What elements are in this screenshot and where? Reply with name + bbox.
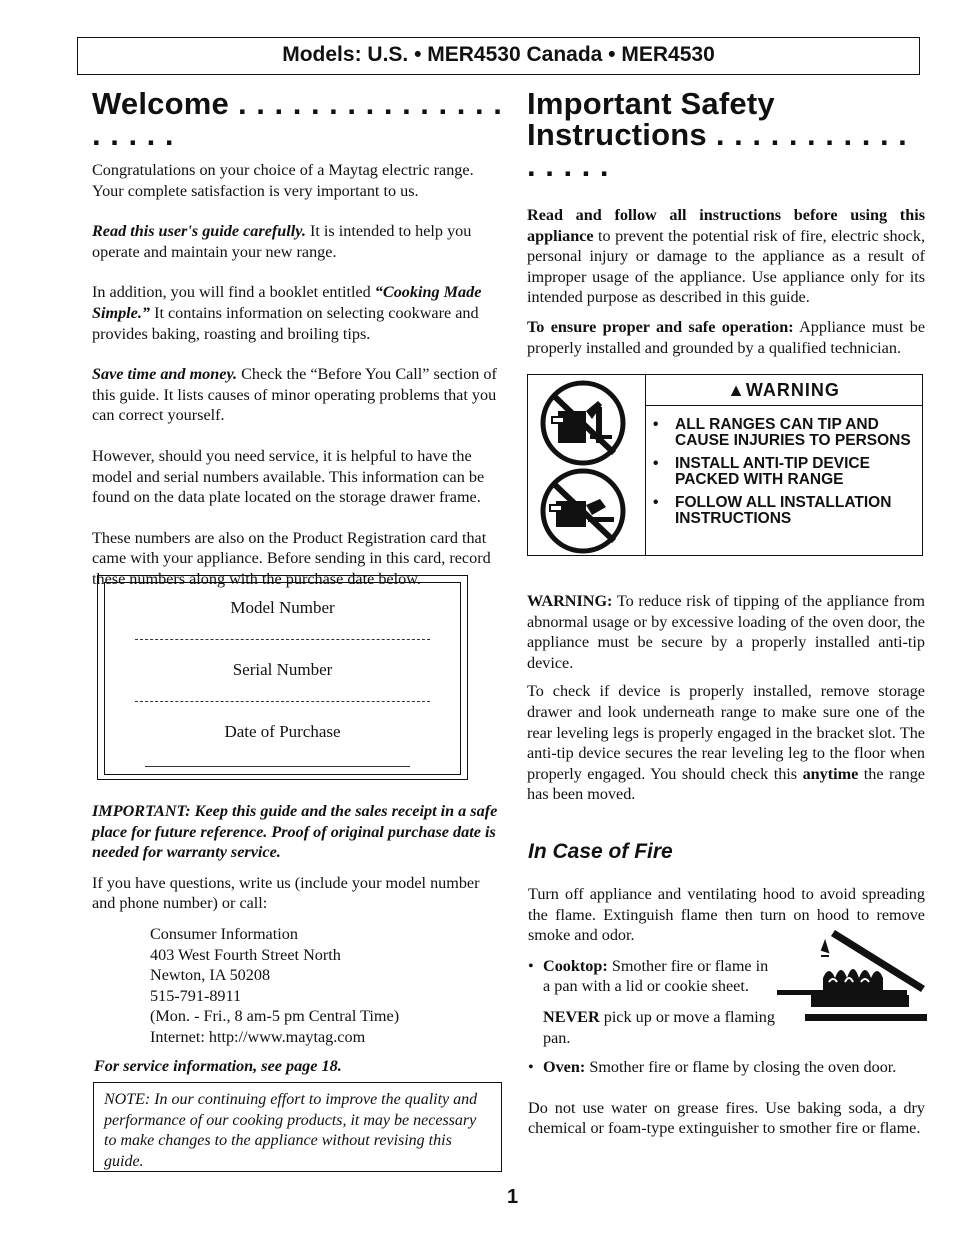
p3-booklet-title: “Cooking Made Simple.”: [92, 283, 482, 322]
oven-bullet: [528, 1057, 925, 1078]
address-line-1: Consumer Information: [150, 924, 298, 943]
warning-box: [527, 374, 923, 556]
no-climbing-on-door-icon: [528, 375, 645, 557]
welcome-paragraph-5: However, should you need service, it is helpful to have the model and serial numbers available. This information can be found on the data plate located on the storage drawer frame.: [92, 446, 485, 507]
address-block: [150, 924, 505, 1048]
p2-lead: Read this user's guide carefully.: [92, 222, 306, 241]
check-b: the range has been moved.: [527, 764, 925, 804]
warning-item: • ALL RANGES CAN TIP AND CAUSE INJURIES TO PERSONS: [653, 417, 914, 449]
never-lead: NEVER: [543, 1007, 600, 1026]
safety-heading: [527, 88, 925, 181]
welcome-heading: [92, 88, 505, 150]
welcome-paragraph-1: Congratulations on your choice of a Maytag electric range. Your complete satisfaction is very important to us.: [92, 161, 474, 200]
note-box: [93, 1082, 502, 1172]
anti-tip-check-paragraph: [527, 681, 925, 805]
warning-title: [645, 375, 922, 406]
check-anytime: anytime: [802, 764, 859, 783]
right-lower-text: [527, 591, 925, 805]
fire-intro: Turn off appliance and ventilating hood to avoid spreading the flame. Extinguish flame then turn on hood to remove smoke and odor.: [528, 885, 925, 945]
address-line-5: (Mon. - Fri., 8 am-5 pm Central Time): [150, 1007, 400, 1026]
safety-p1-text: to prevent the potential risk of fire, electric shock, personal injury or damage to the appliance as a result of improper usage of the appliance. Use appliance only for its intended purpose as described in this guide.: [527, 226, 925, 307]
note-text: NOTE: In our continuing effort to improve the quality and performance of our cooking products, it may be necessary to make changes to the appliance without revising this guide.: [104, 1091, 478, 1170]
address-line-3: Newton, IA 50208: [150, 966, 271, 985]
address-line-4: 515-791-8911: [150, 986, 242, 1005]
welcome-paragraph-4: [92, 364, 505, 426]
registration-box: [97, 575, 468, 780]
tip-warning-lead: WARNING:: [527, 592, 613, 610]
left-column: [92, 88, 505, 590]
registration-inner-frame: [104, 582, 461, 775]
p2-text: It is intended to help you operate and maintain your new range.: [92, 222, 472, 261]
grease-fire-note: Do not use water on grease fires. Use baking soda, a dry chemical or foam-type extinguisher to smother fire or flame.: [528, 1098, 925, 1138]
date-of-purchase-label: Date of Purchase: [224, 722, 341, 741]
service-info: For service information, see page 18.: [94, 1056, 342, 1075]
left-lower-text: [92, 801, 505, 1076]
p4-text: Check the “Before You Call” section of this guide. It lists causes of minor operating problems that you can correct yourself.: [92, 365, 497, 425]
address-line-2: 403 West Fourth Street North: [150, 945, 341, 964]
date-of-purchase-line: [145, 766, 410, 767]
cooktop-lead: Cooktop:: [543, 956, 608, 975]
p3-a: In addition, you will find a booklet entitled: [92, 283, 375, 302]
right-column: [527, 88, 925, 358]
welcome-paragraph-3: [92, 282, 505, 344]
p4-lead: Save time and money.: [92, 365, 238, 384]
models-header: [77, 37, 920, 75]
tip-warning-paragraph: [527, 591, 925, 673]
welcome-paragraph-6: These numbers are also on the Product Registration card that came with your appliance. Before sending in this card, record these numbers along with the purchase date below.: [92, 528, 491, 588]
model-number-line: [135, 639, 430, 640]
warning-icons-panel: [528, 375, 646, 555]
warning-item: • FOLLOW ALL INSTALLATION INSTRUCTIONS: [653, 495, 914, 527]
warning-list: [653, 417, 914, 534]
safety-paragraph-1: [527, 205, 925, 308]
serial-number-line: [135, 701, 430, 702]
cooktop-text: Smother fire or flame in a pan with a lid or cookie sheet.: [543, 956, 769, 996]
fire-heading: In Case of Fire: [528, 840, 673, 863]
models-text: Models: U.S. • MER4530 Canada • MER4530: [282, 43, 715, 66]
address-line-6: Internet: http://www.maytag.com: [150, 1027, 366, 1046]
safety-title-line-2: Instructions: [527, 117, 707, 152]
safety-paragraph-2: [527, 317, 925, 358]
pan-fire-icon: [775, 926, 927, 1026]
safety-p1-lead: Read and follow all instructions before using this appliance: [527, 206, 925, 245]
safety-p2-text: Appliance must be properly installed and grounded by a qualified technician.: [527, 317, 926, 357]
never-move-pan: [528, 1007, 776, 1048]
warning-triangle-icon: ▲: [727, 380, 746, 400]
warning-item: • INSTALL ANTI-TIP DEVICE PACKED WITH RANGE: [653, 456, 914, 488]
cooktop-bullet: [528, 956, 776, 997]
serial-number-label: Serial Number: [232, 660, 333, 679]
important-notice: IMPORTANT: Keep this guide and the sales receipt in a safe place for future reference. Proof of original purchase date is needed for warranty service.: [92, 802, 498, 862]
welcome-title: Welcome: [92, 86, 229, 121]
page-number: 1: [507, 1186, 519, 1208]
welcome-paragraph-2: [92, 221, 505, 262]
cooktop-item: [528, 956, 776, 1048]
safety-title-line-1: Important Safety: [527, 86, 775, 121]
tip-warning-text: To reduce risk of tipping of the appliance from abnormal usage or by excessive loading of the oven door, the appliance must be secure by a properly installed anti-tip device.: [527, 592, 925, 672]
warning-title-text: WARNING: [745, 380, 840, 400]
oven-text: Smother fire or flame by closing the oven door.: [585, 1058, 897, 1077]
oven-lead: Oven:: [543, 1058, 586, 1077]
check-a: To check if device is properly installed, remove storage drawer and look underneath range to make sure one of the rear leveling legs is properly engaged in the bracket slot. The anti-tip device secures the rear leveling leg to the floor when properly engaged. You should check this: [527, 682, 925, 783]
never-text: pick up or move a flaming pan.: [543, 1007, 775, 1047]
safety-p2-lead: To ensure proper and safe operation:: [527, 317, 794, 336]
questions-text: If you have questions, write us (include your model number and phone number) or call:: [92, 873, 480, 913]
p3-b: It contains information on selecting cookware and provides baking, roasting and broiling tips.: [92, 303, 479, 343]
model-number-label: Model Number: [230, 598, 335, 617]
